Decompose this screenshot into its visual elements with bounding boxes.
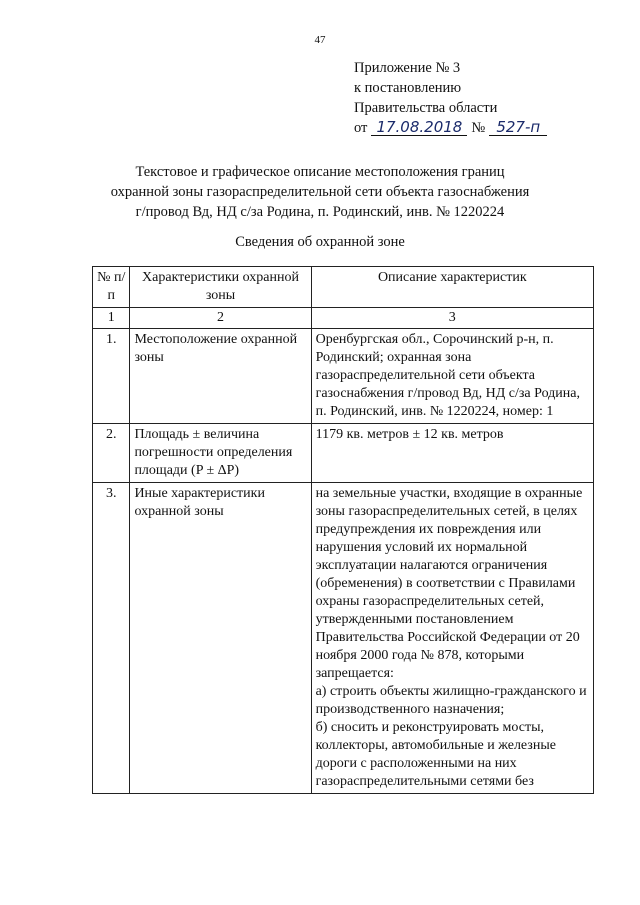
table-row xyxy=(93,483,594,794)
zone-info-table xyxy=(92,266,594,794)
title-line-3: г/провод Вд, НД с/за Родина, п. Родинский, инв. № 1220224 xyxy=(135,204,505,220)
table-index-row xyxy=(93,308,594,329)
title-line-2: охранной зоны газораспределительной сети объекта газоснабжения xyxy=(110,184,530,200)
header-description: Описание характеристик xyxy=(311,267,593,308)
description-item-b: б) сносить и реконструировать мосты, коллекторы, автомобильные и железные дороги с расположенными на них газораспределительными сетями без xyxy=(315,720,556,789)
description-text: на земельные участки, входящие в охранные зоны газораспределительных сетей, в целях предупреждения их повреждения или нарушения условий их нормальной эксплуатации налагаются ограничения (обременения) в соответствии с Правилами охраны газораспределительных сетей, утвержденными постановлением Правительства Российской Федерации от 20 ноября 2000 года № 878, которыми запрещается: xyxy=(315,486,583,681)
header-number: № п/п xyxy=(93,267,130,308)
row-number: 1. xyxy=(93,329,130,424)
number-label: № xyxy=(471,120,486,136)
row-number: 3. xyxy=(93,483,130,794)
title-line-1: Текстовое и графическое описание местоположения границ xyxy=(135,164,505,180)
header-characteristic: Характеристики охранной зоны xyxy=(130,267,311,308)
table-row xyxy=(93,424,594,483)
appendix-block xyxy=(354,58,547,138)
row-description xyxy=(311,483,593,794)
index-cell-3: 3 xyxy=(311,308,593,329)
appendix-line-3: Правительства области xyxy=(354,100,498,116)
row-characteristic: Иные характеристики охранной зоны xyxy=(130,483,311,794)
row-description: Оренбургская обл., Сорочинский р-н, п. Родинский; охранная зона газораспределительной сети объекта газоснабжения г/провод Вд, НД с/за Родина, п. Родинский, инв. № 1220224, номер: 1 xyxy=(311,329,593,424)
page-number: 47 xyxy=(314,34,326,46)
document-title xyxy=(0,162,640,222)
row-characteristic: Площадь ± величина погрешности определения площади (P ± ΔP) xyxy=(130,424,311,483)
row-characteristic: Местоположение охранной зоны xyxy=(130,329,311,424)
section-title: Сведения об охранной зоне xyxy=(235,234,405,250)
handwritten-number: 527-п xyxy=(489,119,547,136)
appendix-line-1: Приложение № 3 xyxy=(354,60,461,76)
index-cell-1: 1 xyxy=(93,308,130,329)
description-item-a: а) строить объекты жилищно-гражданского и производственного назначения; xyxy=(315,684,587,717)
handwritten-date: 17.08.2018 xyxy=(371,119,467,136)
row-description: 1179 кв. метров ± 12 кв. метров xyxy=(311,424,593,483)
index-cell-2: 2 xyxy=(130,308,311,329)
from-label: от xyxy=(354,120,368,136)
row-number: 2. xyxy=(93,424,130,483)
table-header-row xyxy=(93,267,594,308)
appendix-line-2: к постановлению xyxy=(354,80,462,96)
table-row xyxy=(93,329,594,424)
appendix-line-4 xyxy=(354,118,547,138)
